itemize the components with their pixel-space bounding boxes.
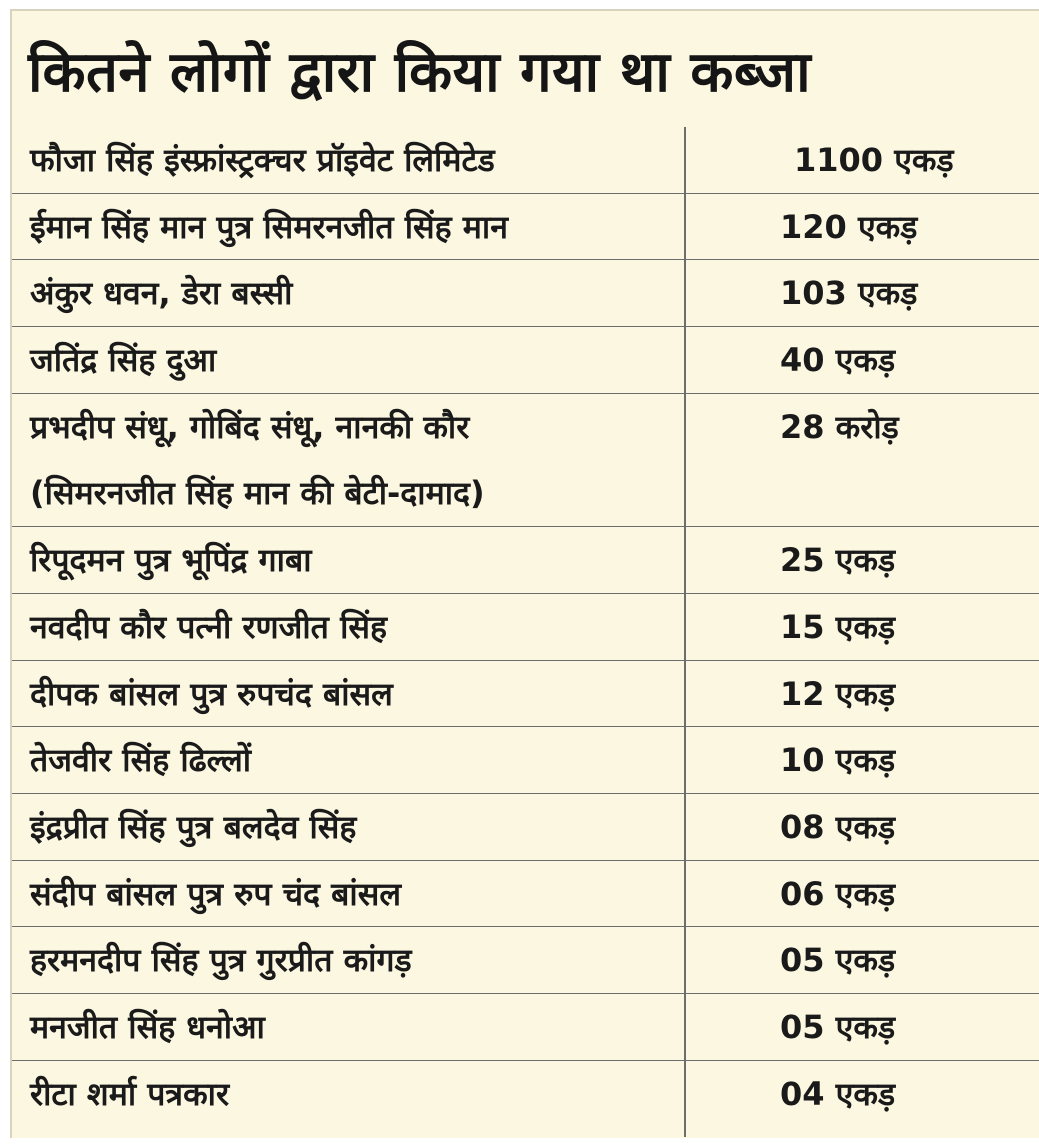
page-title: कितने लोगों द्वारा किया गया था कब्जा [28, 40, 812, 105]
table-row [12, 994, 1039, 1061]
row-amount: 28 करोड़ [780, 407, 899, 446]
table-row [12, 861, 1039, 928]
row-name: ईमान सिंह मान पुत्र सिमरनजीत सिंह मान [30, 207, 508, 246]
row-name: तेजवीर सिंह ढिल्लों [30, 741, 252, 780]
row-name: संदीप बांसल पुत्र रुप चंद बांसल [30, 874, 402, 913]
table-row [12, 1061, 1039, 1128]
info-box [10, 9, 1039, 1138]
row-amount: 12 एकड़ [780, 674, 896, 713]
row-amount: 15 एकड़ [780, 607, 896, 646]
row-amount: 05 एकड़ [780, 1007, 896, 1046]
table-row [12, 260, 1039, 327]
table-row [12, 927, 1039, 994]
row-name: हरमनदीप सिंह पुत्र गुरप्रीत कांगड़ [30, 941, 412, 980]
row-amount: 1100 एकड़ [794, 141, 954, 179]
row-name: फौजा सिंह इंस्फ्रांस्ट्रक्चर प्रॉइवेट लिमिटेड [30, 141, 495, 179]
table-row [12, 327, 1039, 394]
table-row [12, 127, 1039, 194]
row-name: जतिंद्र सिंह दुआ [30, 341, 217, 380]
row-amount: 103 एकड़ [780, 274, 918, 313]
row-name: प्रभदीप संधू, गोबिंद संधू, नानकी कौर [30, 407, 470, 446]
table-row [12, 661, 1039, 728]
row-amount: 04 एकड़ [780, 1074, 896, 1113]
table-row [12, 527, 1039, 594]
table-row [12, 460, 1039, 527]
table-row [12, 394, 1039, 461]
row-amount: 06 एकड़ [780, 874, 896, 913]
row-amount: 05 एकड़ [780, 941, 896, 980]
column-divider [684, 127, 686, 1137]
table-row [12, 594, 1039, 661]
row-amount: 08 एकड़ [780, 807, 896, 846]
row-name: मनजीत सिंह धनोआ [30, 1007, 265, 1046]
land-table [12, 127, 1039, 1127]
row-name: (सिमरनजीत सिंह मान की बेटी-दामाद) [30, 474, 485, 513]
table-row [12, 194, 1039, 261]
row-name: अंकुर धवन, डेरा बस्सी [30, 274, 293, 313]
row-name: दीपक बांसल पुत्र रुपचंद बांसल [30, 674, 393, 713]
row-name: इंद्रप्रीत सिंह पुत्र बलदेव सिंह [30, 807, 357, 846]
row-name: रिपूदमन पुत्र भूपिंद्र गाबा [30, 541, 312, 580]
table-row [12, 794, 1039, 861]
row-name: रीटा शर्मा पत्रकार [30, 1074, 230, 1113]
row-amount: 10 एकड़ [780, 741, 896, 780]
row-amount: 40 एकड़ [780, 341, 896, 380]
table-row [12, 727, 1039, 794]
row-amount: 25 एकड़ [780, 541, 896, 580]
row-amount: 120 एकड़ [780, 207, 918, 246]
row-name: नवदीप कौर पत्नी रणजीत सिंह [30, 607, 387, 646]
